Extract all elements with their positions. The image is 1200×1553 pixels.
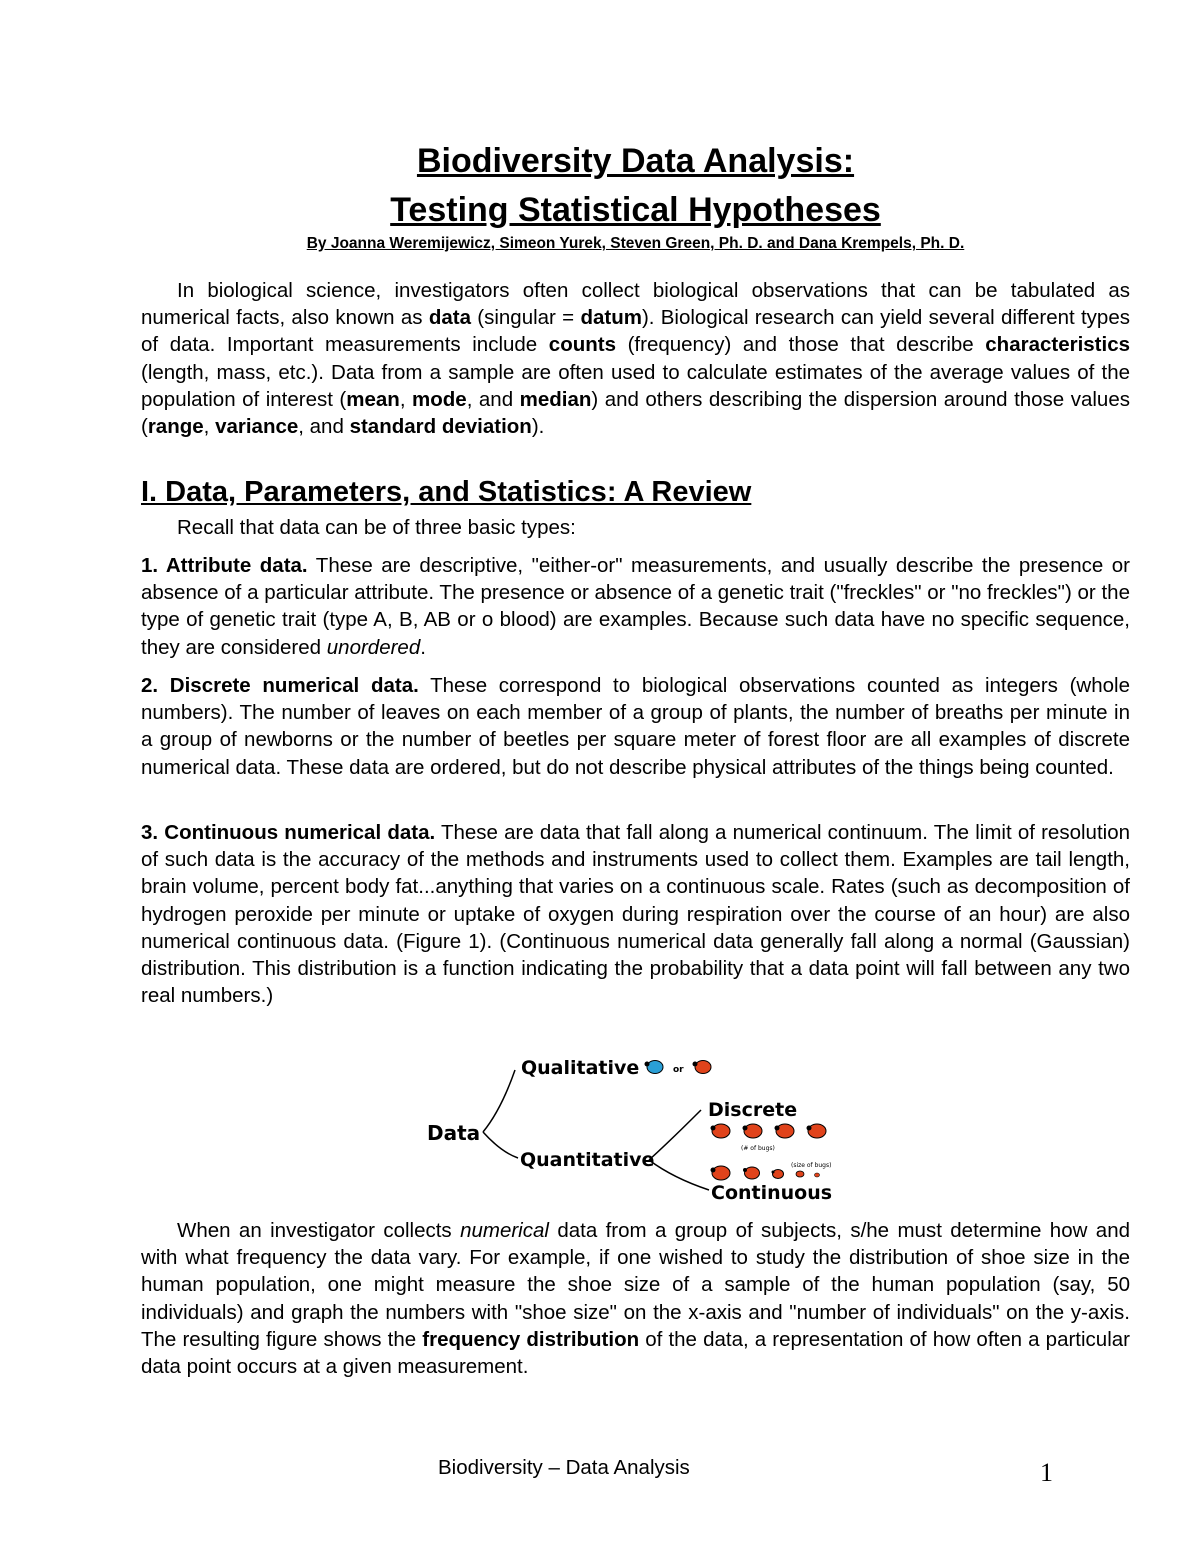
data-types-figure xyxy=(423,1048,848,1208)
title-line-1: Biodiversity Data Analysis: xyxy=(416,142,855,180)
bug-icon xyxy=(711,1124,731,1138)
item-continuous-data: 3. Continuous numerical data. These are data that fall along a numerical continuum. The limit of resolution of such data is the accuracy of the methods and instruments used to collect them. Examples are tail length, brain volume, percent body fat...anything that varies on a continuous scale. Rates (such as decomposition of hydrogen peroxide per minute or uptake of oxygen during respiration over the course of an hour) are also numerical continuous data. (Figure 1). (Continuous numerical data generally fall along a normal (Gaussian) distribution. This distribution is a function indicating the probability that a data point will fall between any two real numbers.) xyxy=(141,821,1130,1008)
figure-label-quantitative: Quantitative xyxy=(520,1149,655,1171)
branch-data-qualitative xyxy=(483,1070,515,1132)
figure-label-data: Data xyxy=(427,1121,481,1145)
bug-icon xyxy=(807,1124,827,1138)
recall-text: Recall that data can be of three basic types: xyxy=(177,516,576,539)
bug-icon xyxy=(743,1124,763,1138)
branch-quant-discrete xyxy=(649,1110,701,1160)
item-attribute-data: 1. Attribute data. These are descriptive, "either-or" measurements, and usually describe the presence or absence of a particular attribute. The presence or absence of a genetic trait ("freckles" or "no freckles") or the type of genetic trait (type A, B, AB or o blood) are examples. Because such data have no specific sequence, they are considered unordered. xyxy=(141,554,1131,659)
branch-quant-continuous xyxy=(649,1160,709,1190)
figure-label-qualitative: Qualitative xyxy=(521,1057,640,1079)
author-byline: By Joanna Weremijewicz, Simeon Yurek, Steven Green, Ph. D. and Dana Krempels, Ph. D. xyxy=(306,235,965,252)
bug-icon xyxy=(772,1170,784,1179)
bug-icon xyxy=(645,1061,664,1074)
bug-icon xyxy=(815,1173,820,1177)
figure-note-count: (# of bugs) xyxy=(741,1145,775,1152)
branch-data-quantitative xyxy=(483,1132,518,1158)
bug-icon xyxy=(796,1171,804,1177)
title-line-2: Testing Statistical Hypotheses xyxy=(390,191,881,229)
item-discrete-data: 2. Discrete numerical data. These correspond to biological observations counted as integers (whole numbers). The number of leaves on each member of a group of plants, the number of breaths per minute in a group of newborns or the number of beetles per square meter of forest floor are all examples of discrete numerical data. These data are ordered, but do not describe physical attributes of the things being counted. xyxy=(141,674,1130,779)
intro-paragraph: In biological science, investigators often collect biological observations that can be tabulated as numerical facts, also known as data (singular = datum). Biological research can yield several different types of data. Important measurements include counts (frequency) and those that describe characteristics (length, mass, etc.). Data from a sample are often used to calculate estimates of the average values of the population of interest (mean, mode, and median) and others describing the dispersion around those values (range, variance, and standard deviation). xyxy=(141,279,1130,439)
section-heading: I. Data, Parameters, and Statistics: A Review xyxy=(141,476,752,508)
bug-icon xyxy=(743,1167,760,1179)
figure-label-continuous: Continuous xyxy=(711,1182,833,1204)
figure-label-or: or xyxy=(673,1065,684,1075)
closing-paragraph: When an investigator collects numerical data from a group of subjects, s/he must determine how and with what frequency the data vary. For example, if one wished to study the distribution of shoe size in the human population, one might measure the shoe size of a sample of the human population (say, 50 individuals) and graph the numbers with "shoe size" on the x-axis and "number of individuals" on the y-axis. The resulting figure shows the frequency distribution of the data, a representation of how often a particular data point occurs at a given measurement. xyxy=(141,1219,1130,1379)
page-footer: Biodiversity – Data Analysis xyxy=(438,1456,690,1479)
bug-icon xyxy=(693,1061,712,1074)
figure-label-discrete: Discrete xyxy=(708,1099,798,1121)
bug-icon xyxy=(775,1124,795,1138)
figure-note-size: (size of bugs) xyxy=(791,1162,832,1169)
page-number: 1 xyxy=(1040,1458,1053,1487)
bug-icon xyxy=(711,1166,731,1180)
